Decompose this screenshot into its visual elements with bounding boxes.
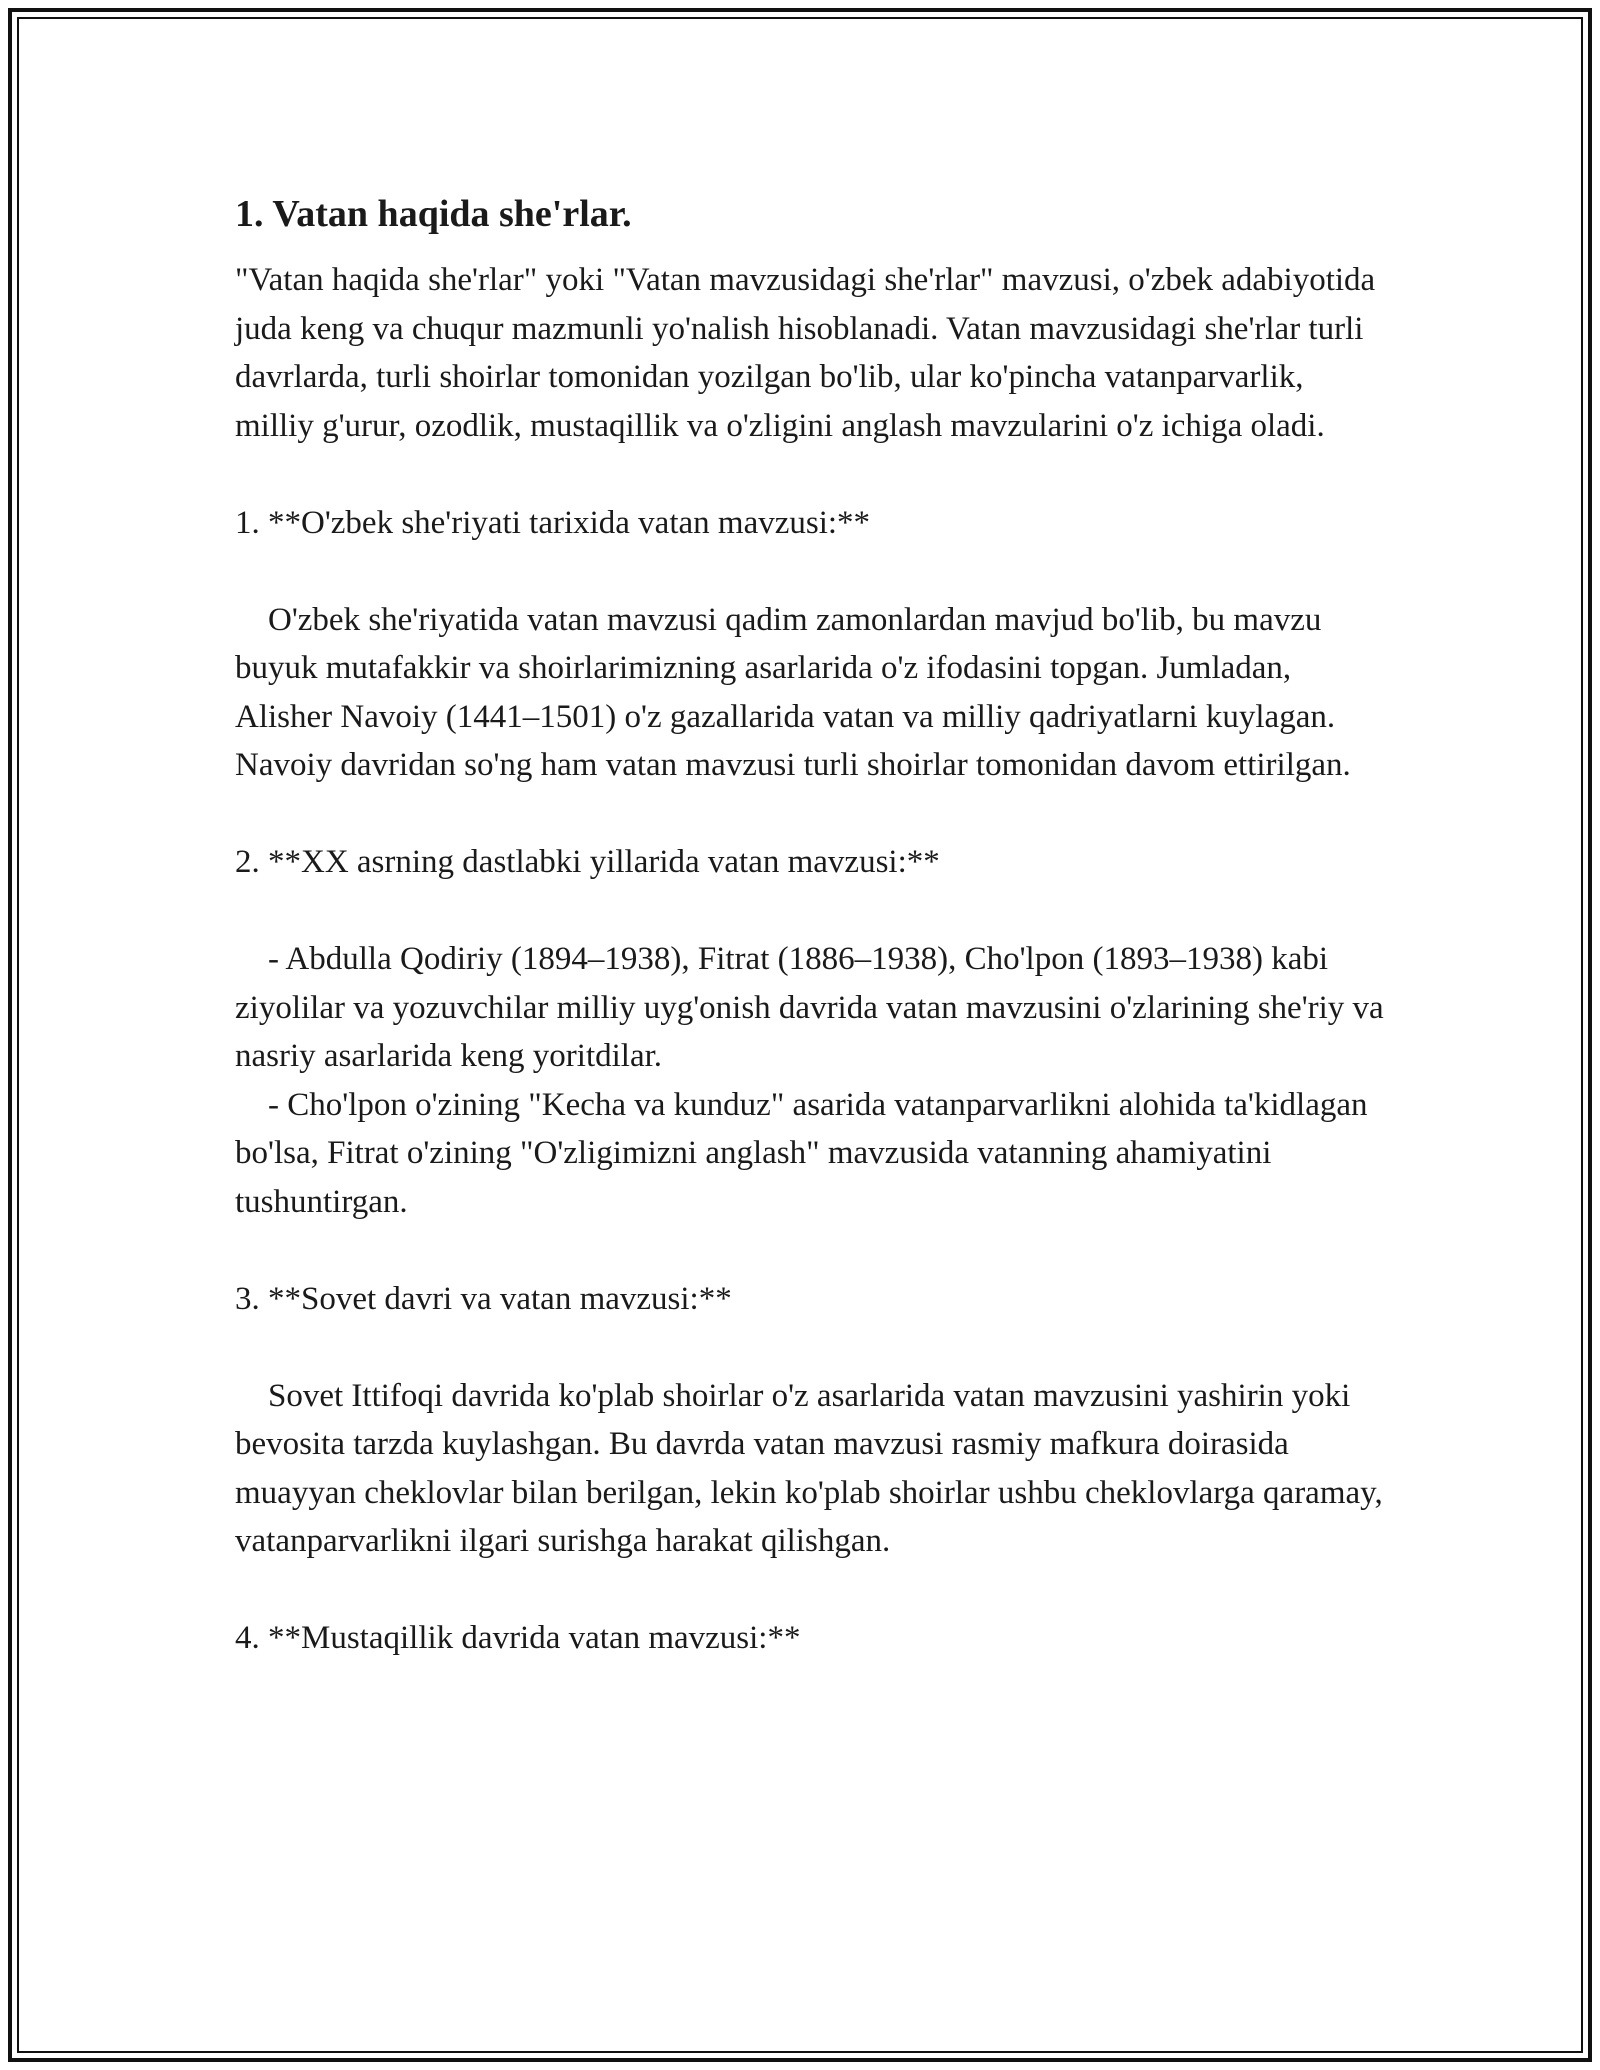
section-heading: 1. **O'zbek she'riyati tarixida vatan mavzusi:** [235, 504, 871, 541]
paragraph-gap [235, 887, 1385, 936]
paragraph-gap [235, 450, 1385, 499]
paragraph-gap [235, 1226, 1385, 1275]
document-body [235, 186, 1391, 1663]
section-heading: 2. **XX asrning dastlabki yillarida vatan mavzusi:** [235, 844, 940, 880]
document-title: 1. Vatan haqida she'rlar. [235, 193, 632, 235]
paragraph-gap [235, 1566, 1385, 1615]
section-body: - Abdulla Qodiriy (1894–1938), Fitrat (1886–1938), Cho'lpon (1893–1938) kabi ziyolilar va yozuvchilar milliy uyg'onish davrida vatan mavzusini o'zlarining she'riy va nasriy asarlarida keng yoritdilar. - Cho'lpon o'zining "Kecha va kunduz" asarida vatanparvarlikni alohida ta'kidlagan bo'lsa, Fitrat o'zining "O'zligimizni anglash" mavzusida vatanning ahamiyatini tushuntirgan. [235, 941, 1384, 1220]
section-heading: 4. **Mustaqillik davrida vatan mavzusi:** [235, 1620, 801, 1656]
paragraph-gap [235, 1323, 1385, 1372]
paragraph-gap [235, 790, 1385, 839]
section-heading: 3. **Sovet davri va vatan mavzusi:** [235, 1280, 732, 1317]
section-body: O'zbek she'riyatida vatan mavzusi qadim zamonlardan mavjud bo'lib, bu mavzu buyuk mutafakkir va shoirlarimizning asarlarida o'z ifodasini topgan. Jumladan, Alisher Navoiy (1441–1501) o'z gazallarida vatan va milliy qadriyatlarni kuylagan. Navoiy davridan so'ng ham vatan mavzusi turli shoirlar tomonidan davom ettirilgan. [235, 601, 1351, 783]
intro-paragraph: "Vatan haqida she'rlar" yoki "Vatan mavzusidagi she'rlar" mavzusi, o'zbek adabiyotida juda keng va chuqur mazmunli yo'nalish hisoblanadi. Vatan mavzusidagi she'rlar turli davrlarda, turli shoirlar tomonidan yozilgan bo'lib, ular ko'pincha vatanparvarlik, milliy g'urur, ozodlik, mustaqillik va o'zligini anglash mavzularini o'z ichiga oladi. [235, 262, 1384, 444]
paragraph-gap [235, 547, 1385, 596]
section-body: Sovet Ittifoqi davrida ko'plab shoirlar o'z asarlarida vatan mavzusini yashirin yoki bevosita tarzda kuylashgan. Bu davrda vatan mavzusi rasmiy mafkura doirasida muayyan cheklovlar bilan berilgan, lekin ko'plab shoirlar ushbu cheklovlarga qaramay, vatanparvarlikni ilgari surishga harakat qilishgan. [235, 1377, 1391, 1559]
